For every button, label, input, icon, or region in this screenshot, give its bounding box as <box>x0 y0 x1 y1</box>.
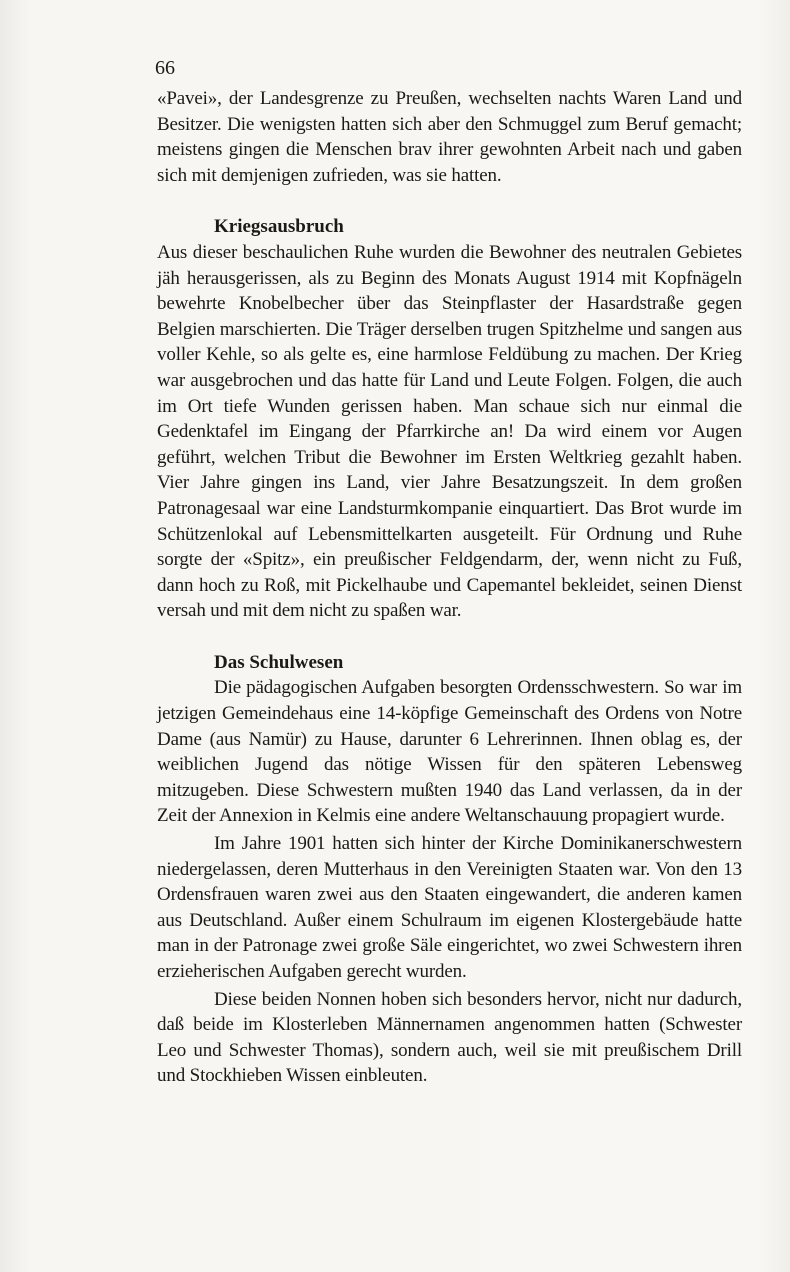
page-body <box>157 86 742 1089</box>
school-paragraph-1: Die pädagogischen Aufgaben besorgten Ordensschwestern. So war im jetzigen Gemeindehaus eine 14-köpfige Gemeinschaft des Ordens von Notre Dame (aus Namür) zu Hause, darunter 6 Lehrerinnen. Ihnen oblag es, der weiblichen Jugend das nötige Wissen für den späteren Lebensweg mitzugeben. Diese Schwestern mußten 1940 das Land verlassen, da in der Zeit der Annexion in Kelmis eine andere Weltanschauung propagiert wurde. <box>157 677 742 827</box>
school-paragraph-3: Diese beiden Nonnen hoben sich besonders hervor, nicht nur dadurch, daß beide im Klosterleben Männernamen angenommen hatten (Schwester Leo und Schwester Thomas), sondern auch, weil sie mit preußischem Drill und Stockhieben Wissen einbleuten. <box>157 988 742 1087</box>
section-heading-kriegsausbruch: Kriegsausbruch <box>214 216 344 238</box>
war-paragraph: Aus dieser beschaulichen Ruhe wurden die Bewohner des neutralen Gebietes jäh herausgerissen, als zu Beginn des Monats August 1914 mit Kopfnägeln bewehrte Knobelbecher über das Steinpflaster der Hasardstraße gegen Belgien marschierten. Die Träger derselben trugen Spitzhelme und sangen aus voller Kehle, so als gelte es, eine harmlose Feldübung zu machen. Der Krieg war ausgebrochen und das hatte für Land und Leute Folgen. Folgen, die auch im Ort tiefe Wunden gerissen haben. Man schaue sich nur einmal die Gedenktafel im Eingang der Pfarrkirche an! Da wird einem vor Augen geführt, welchen Tribut die Bewohner im Ersten Weltkrieg gezahlt haben. Vier Jahre gingen ins Land, vier Jahre Besatzungszeit. In dem großen Patronagesaal war eine Landsturmkompanie einquartiert. Das Brot wurde im Schützenlokal auf Lebensmittelkarten ausgeteilt. Für Ordnung und Ruhe sorgte der «Spitz», ein preußischer Feldgendarm, der, wenn nicht zu Fuß, dann hoch zu Roß, mit Pickelhaube und Capemantel bekleidet, seinen Dienst versah und mit dem nicht zu spaßen war. <box>157 241 742 622</box>
page-number: 66 <box>155 57 175 79</box>
school-paragraph-2: Im Jahre 1901 hatten sich hinter der Kirche Dominikanerschwestern niedergelassen, deren Mutterhaus in den Vereinigten Staaten war. Von den 13 Ordensfrauen waren zwei aus den Staaten eingewandert, die anderen kamen aus Deutschland. Außer einem Schulraum im eigenen Klostergebäude hatte man in der Patronage zwei große Säle eingerichtet, wo zwei Schwestern ihren erzieherischen Aufgaben gerecht wurden. <box>157 833 742 982</box>
intro-paragraph: «Pavei», der Landesgrenze zu Preußen, wechselten nachts Waren Land und Besitzer. Die wenigsten hatten sich aber den Schmuggel zum Beruf gemacht; meistens gingen die Menschen brav ihrer gewohnten Arbeit nach und gaben sich mit demjenigen zufrieden, was sie hatten. <box>157 88 742 186</box>
section-heading-schulwesen: Das Schulwesen <box>214 651 344 673</box>
